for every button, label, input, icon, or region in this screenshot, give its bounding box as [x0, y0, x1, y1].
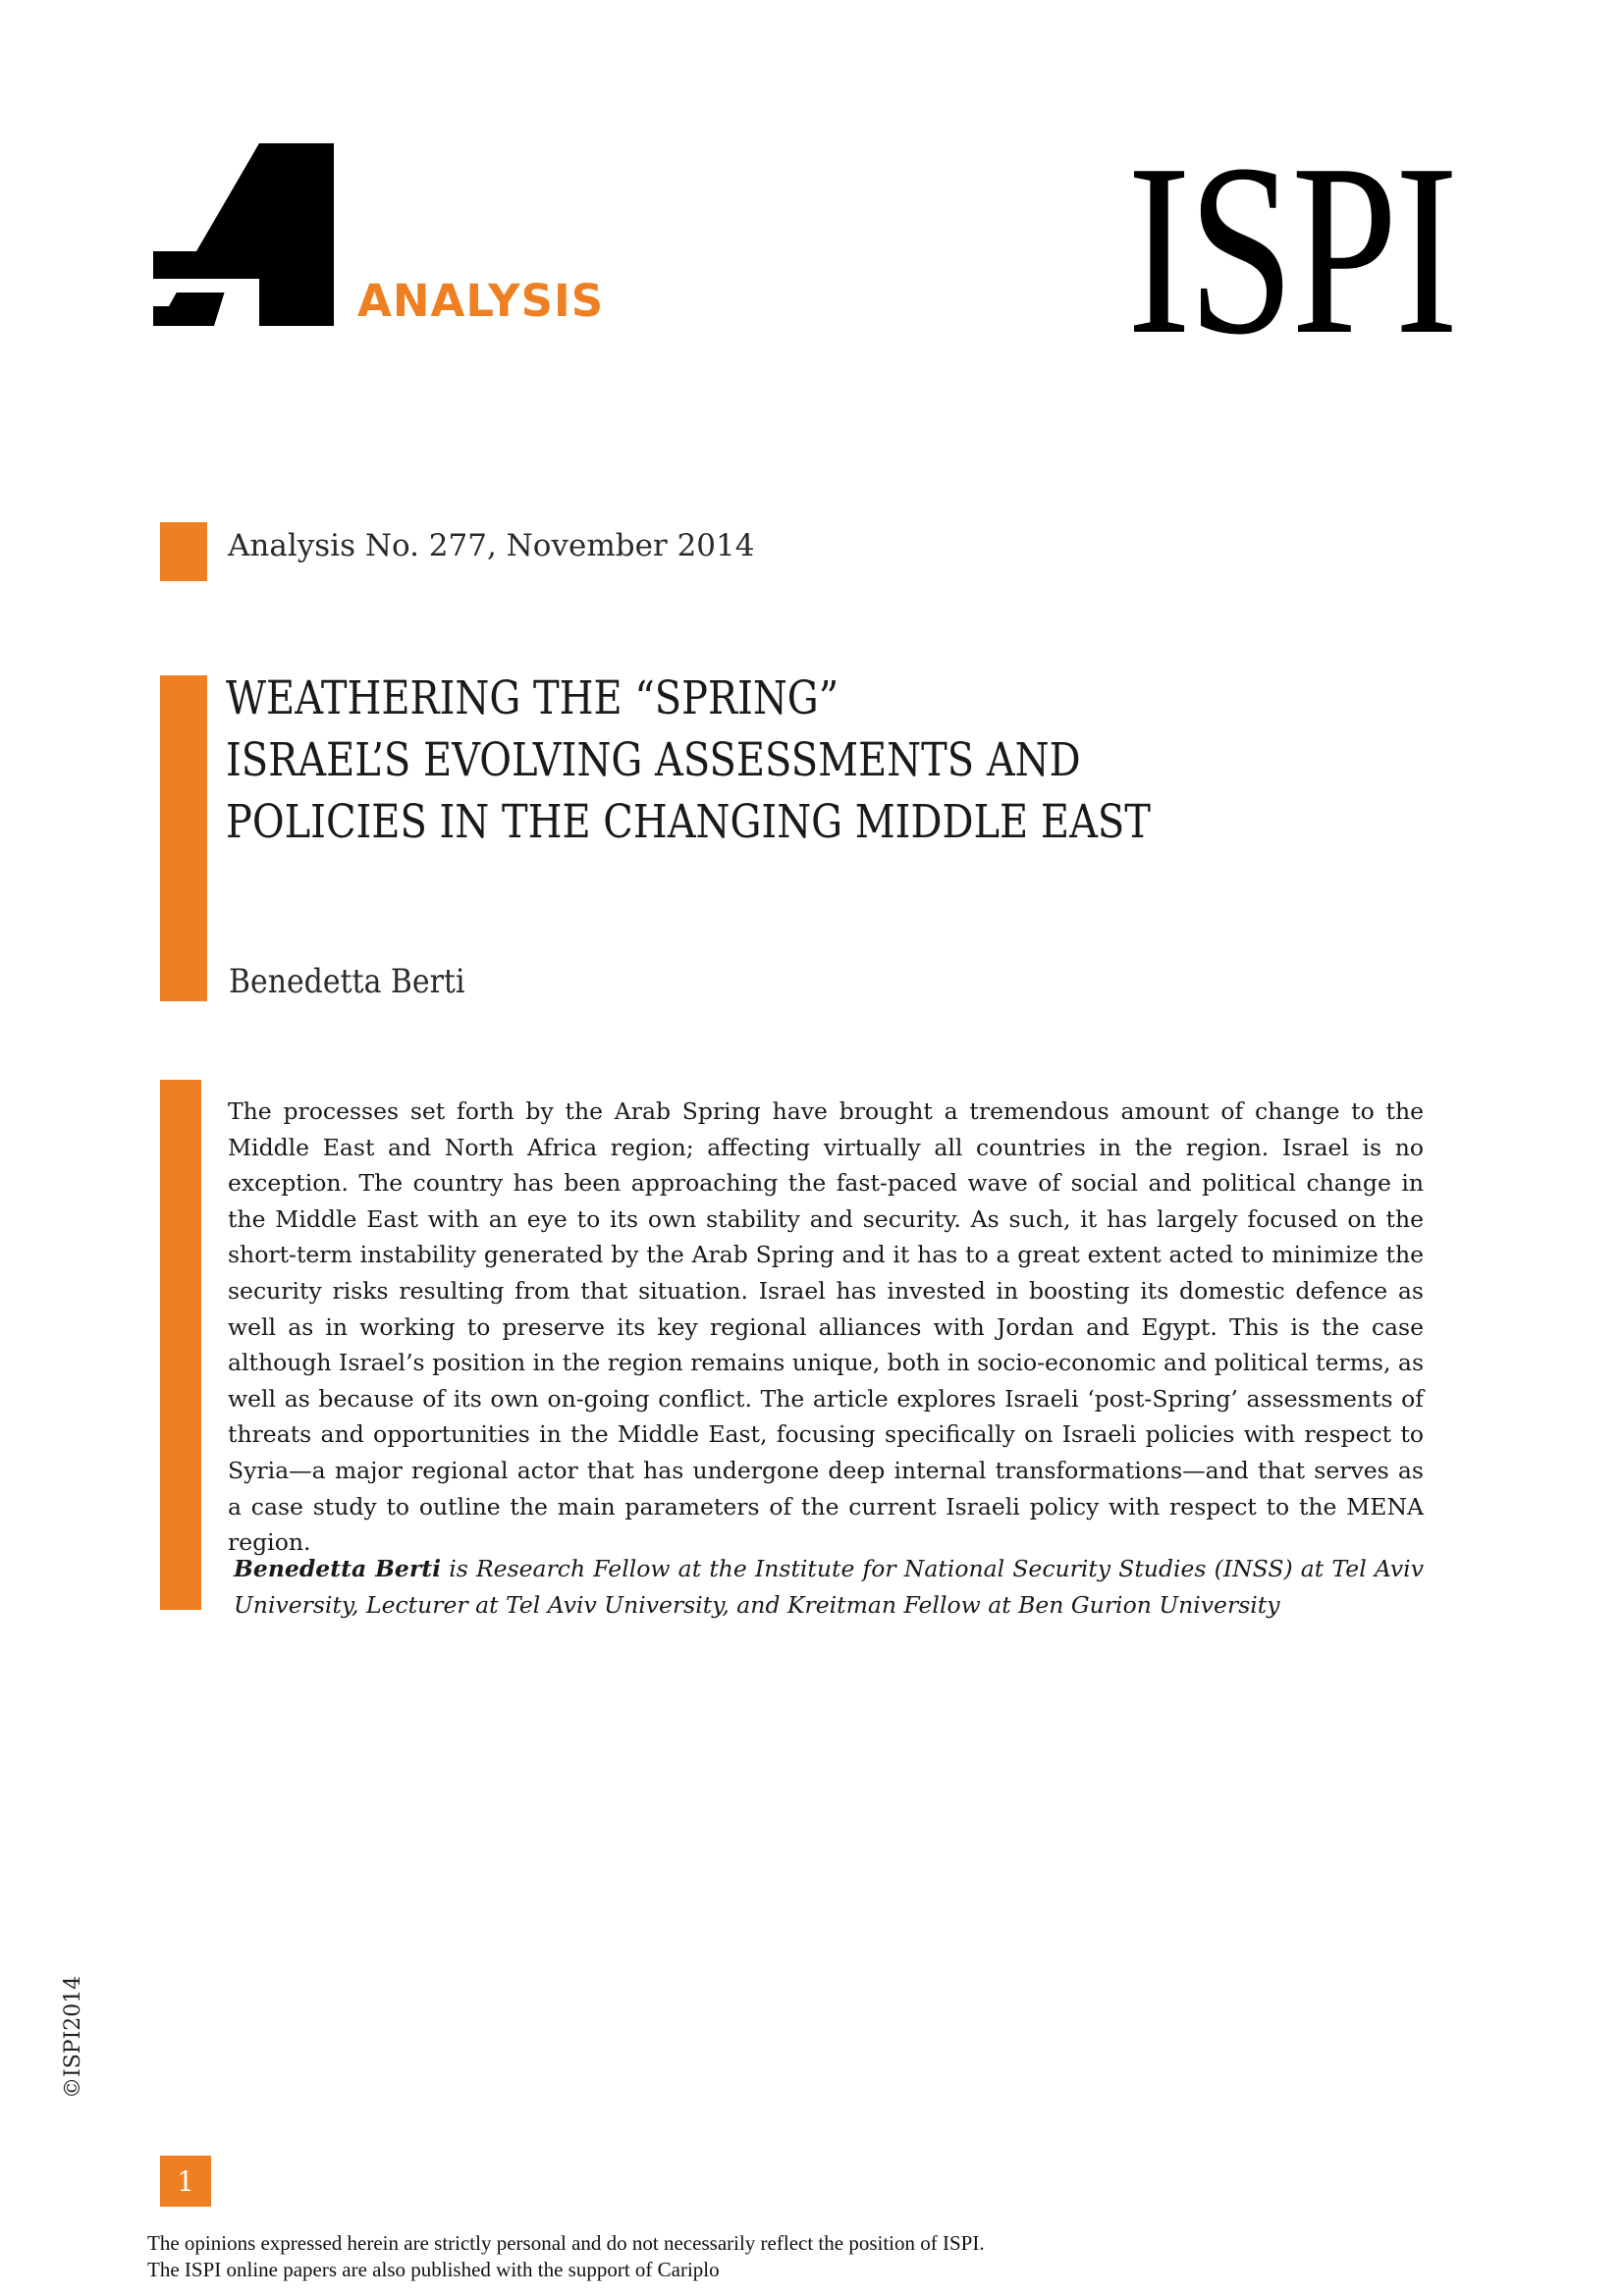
issue-label: Analysis No. 277, November 2014: [228, 528, 755, 563]
author-name: Benedetta Berti: [229, 962, 465, 1001]
abstract-marker: [160, 1080, 201, 1610]
title-marker: [160, 675, 207, 1001]
page-number-badge: [160, 2156, 211, 2207]
footer-line: The opinions expressed herein are strictly personal and do not necessarily reflect the position of ISPI.: [147, 2231, 985, 2255]
title-line: ISRAEL’S EVOLVING ASSESSMENTS AND: [226, 733, 1081, 787]
abstract-text: The processes set forth by the Arab Spring have brought a tremendous amount of change to the Middle East and North Africa region; affecting virtually all countries in the region. Israel is no exception. The country has been approaching the fast-paced wave of social and political change in the Middle East with an eye to its own stability and security. As such, it has largely focused on the short-term instability generated by the Arab Spring and it has to a great extent acted to minimize the security risks resulting from that situation. Israel has invested in boosting its domestic defence as well as in working to preserve its key regional alliances with Jordan and Egypt. This is the case although Israel’s position in the region remains unique, both in socio-economic and political terms, as well as because of its own on-going conflict. The article explores Israeli ‘post-Spring’ assessments of threats and opportunities in the Middle East, focusing specifically on Israeli policies with respect to Syria—a major regional actor that has undergone deep internal transformations—and that serves as a case study to outline the main parameters of the current Israeli policy with respect to the MENA region.: [228, 1097, 1424, 1557]
bio-text: is Research Fellow at the Institute for National Security Studies (INSS) at Tel Aviv University, Lecturer at Tel Aviv University, and Kreitman Fellow at Ben Gurion University: [234, 1555, 1424, 1619]
title-line: POLICIES IN THE CHANGING MIDDLE EAST: [226, 795, 1151, 849]
title-line: WEATHERING THE “SPRING”: [226, 671, 839, 725]
footer-line: The ISPI online papers are also published with the support of Cariplo: [147, 2258, 720, 2281]
author-bio: [234, 1551, 1424, 1623]
page-number: 1: [177, 2164, 194, 2198]
analysis-a-logo: [153, 143, 334, 326]
issue-marker: [160, 522, 207, 581]
ispi-logo: ISPI: [1127, 114, 1456, 386]
copyright-notice: ©ISPI2014: [61, 1975, 85, 2099]
document-title: [226, 667, 1270, 853]
bio-author-name: Benedetta Berti: [234, 1555, 442, 1582]
series-name: ANALYSIS: [357, 275, 605, 327]
footer-disclaimer: [147, 2230, 985, 2283]
